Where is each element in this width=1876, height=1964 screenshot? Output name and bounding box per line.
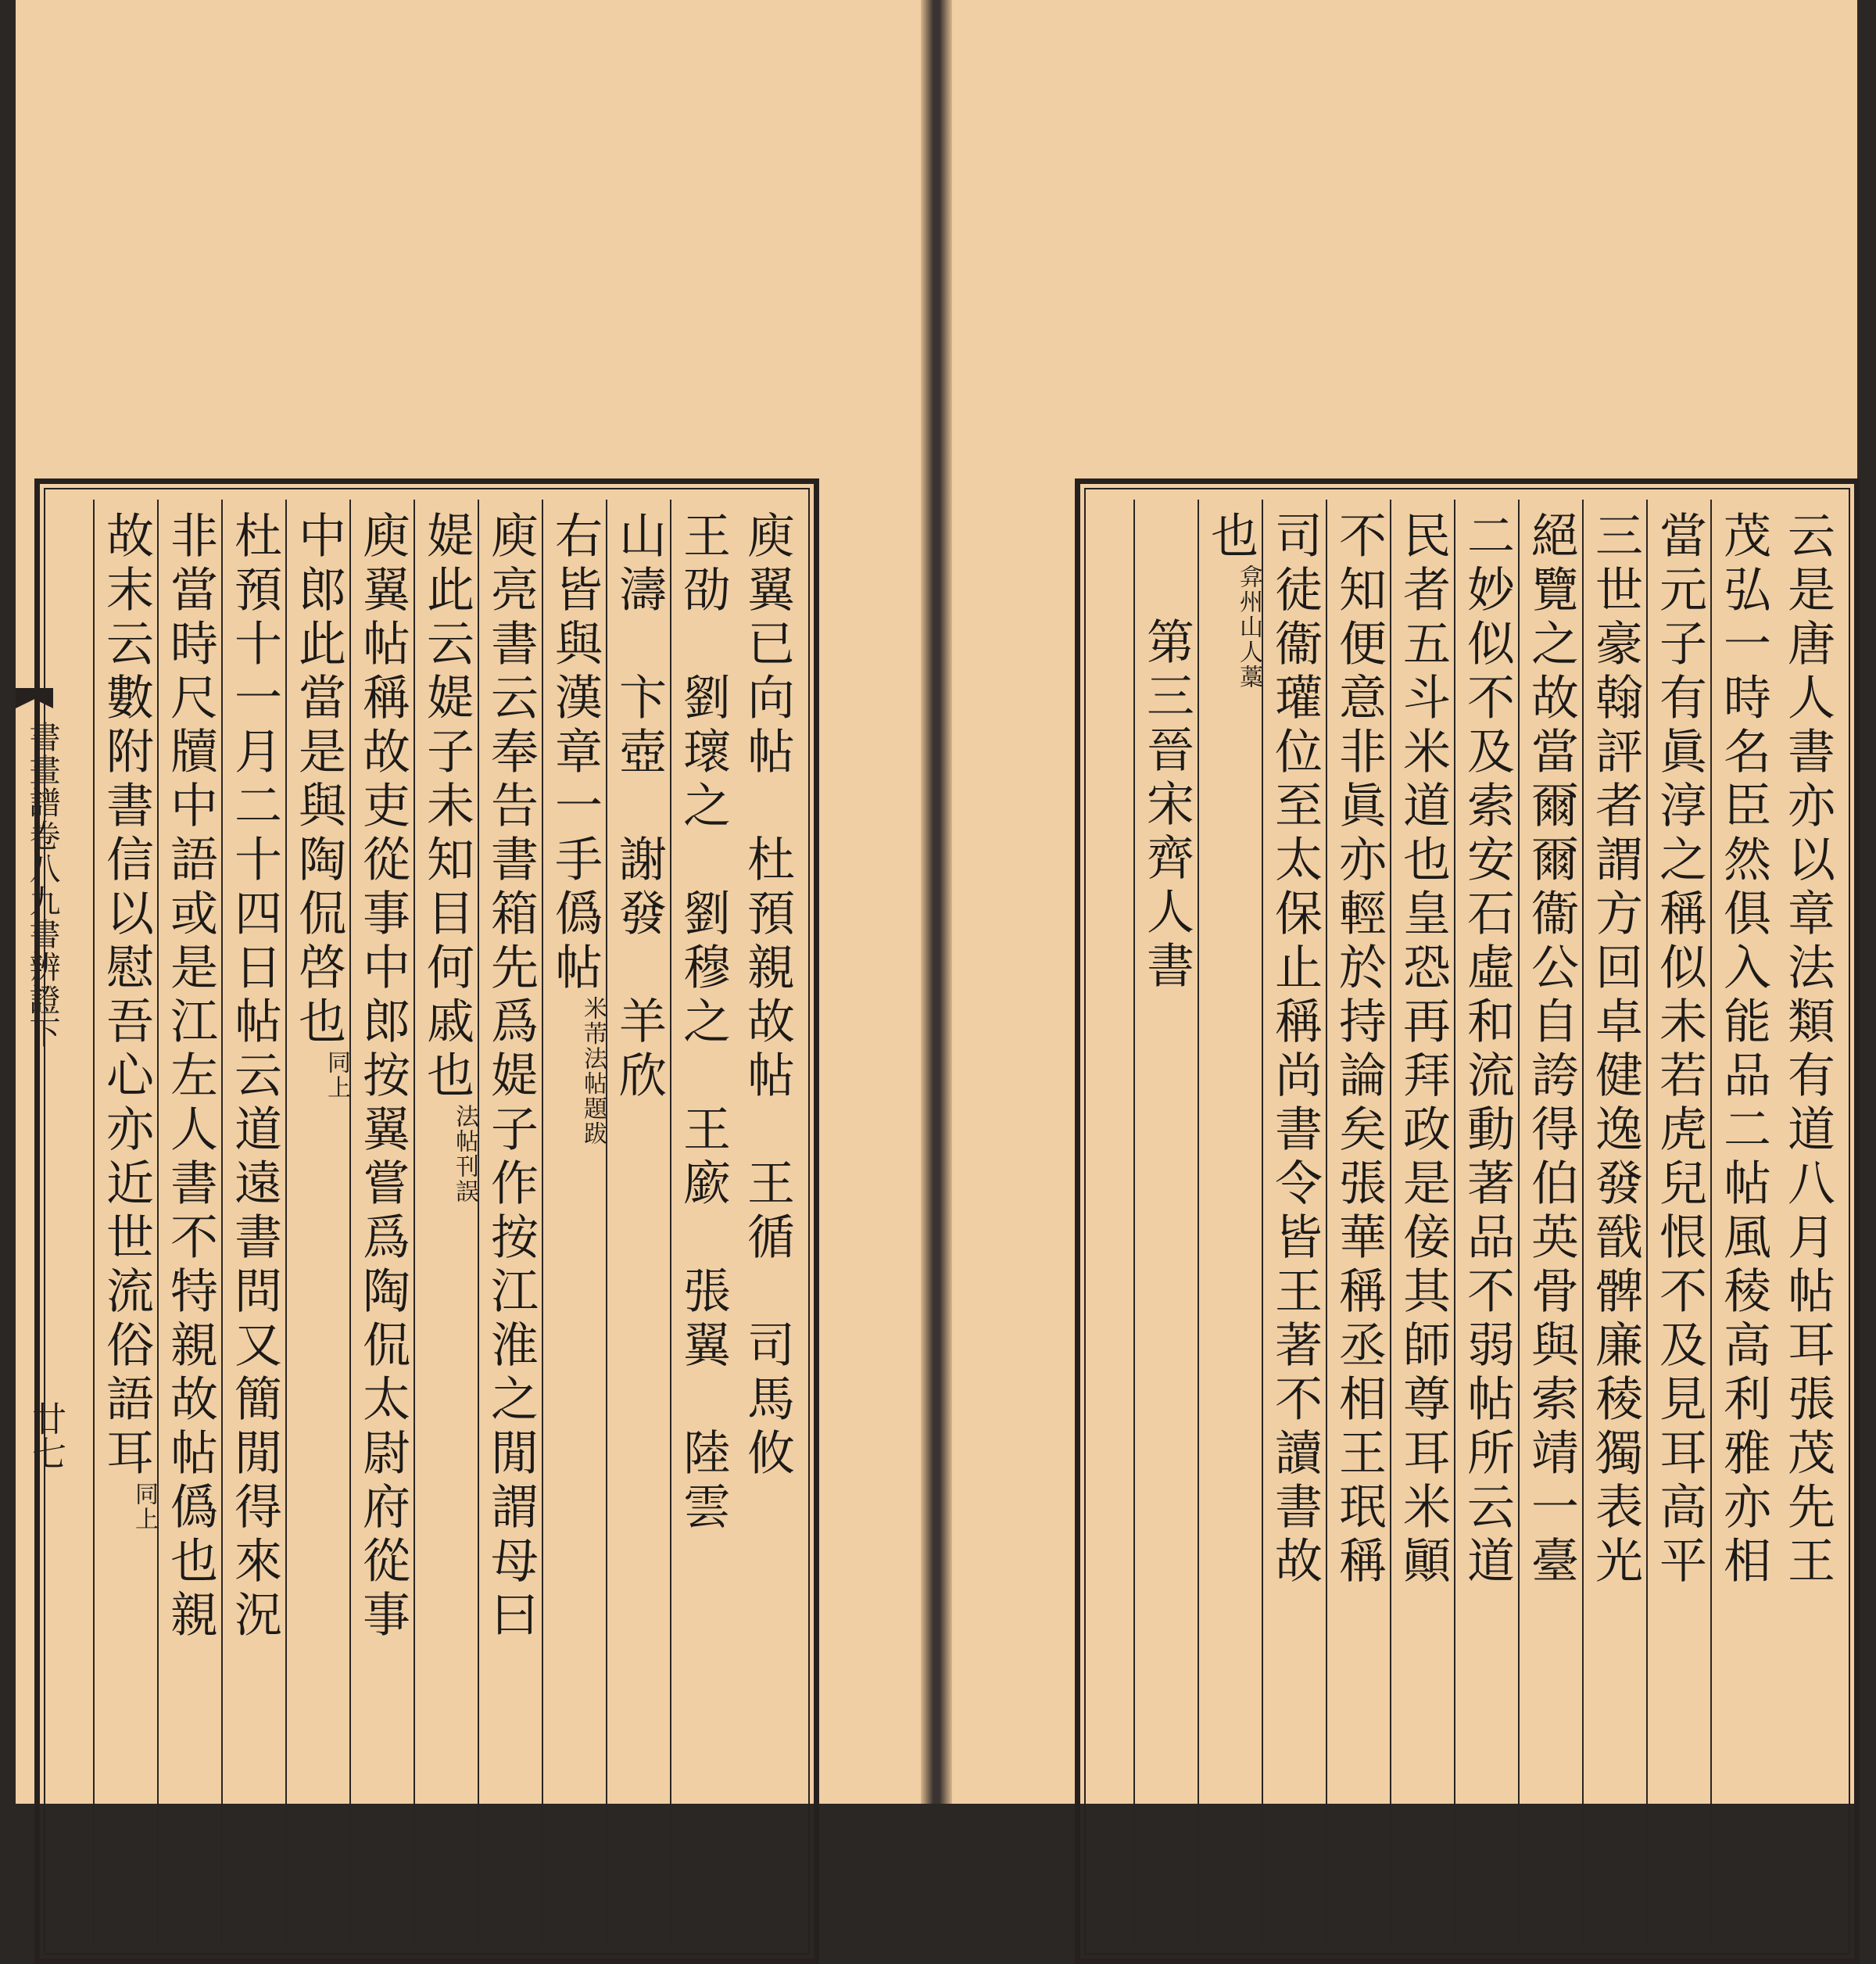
column-text: 非當時尺牘中語或是江左人書不特親故帖僞也親 xyxy=(163,511,218,1643)
left-page xyxy=(16,0,921,1804)
column-text: 當元子有眞淳之稱似未若虎兒恨不及見耳高平 xyxy=(1652,511,1707,1589)
text-column xyxy=(734,500,798,1946)
column-text: 庾翼已向帖 杜預親故帖 王循 司馬攸 xyxy=(739,511,795,1482)
column-text: 第三晉宋齊人書 xyxy=(1139,617,1194,995)
text-column xyxy=(1262,500,1326,1946)
text-column xyxy=(93,500,157,1946)
text-column xyxy=(1774,500,1838,1946)
column-text: 山濤 卞壺 謝發 羊欣 xyxy=(611,511,667,1104)
text-column xyxy=(1454,500,1518,1946)
annotation-note: 米芾法帖題跋 xyxy=(579,996,607,1146)
book-spine xyxy=(921,0,952,1804)
banxin-title: 書畫譜卷八九書辨證下 xyxy=(24,721,60,1049)
annotation-note: 同上 xyxy=(131,1482,158,1532)
text-column xyxy=(1133,500,1198,1946)
left-text-block xyxy=(40,484,814,1959)
text-column xyxy=(157,500,221,1946)
column-text: 絕覽之故當爾爾衞公自誇得伯英骨與索靖一臺 xyxy=(1523,511,1579,1589)
text-column xyxy=(414,500,478,1946)
column-text: 庾翼帖稱故吏從事中郎按翼嘗爲陶侃太尉府從事 xyxy=(355,511,410,1643)
text-column xyxy=(349,500,414,1946)
column-text: 媞此云媞子未知目何戚也 xyxy=(419,511,474,1104)
text-column xyxy=(542,500,606,1946)
right-text-frame xyxy=(1075,478,1860,1964)
text-column xyxy=(1326,500,1390,1946)
text-column xyxy=(1198,500,1262,1946)
column-text: 茂弘一時名臣然俱入能品二帖風稜高利雅亦相 xyxy=(1716,511,1771,1589)
annotation-note: 弇州山人藁 xyxy=(1235,564,1262,690)
column-text: 杜預十一月二十四日帖云道遠書問又簡閒得來況 xyxy=(227,511,282,1643)
text-column xyxy=(478,500,542,1946)
text-column xyxy=(1582,500,1646,1946)
column-text: 右皆與漢章一手僞帖 xyxy=(547,511,603,996)
column-text: 民者五斗米道也皇恐再拜政是倿其師尊耳米顚 xyxy=(1395,511,1451,1589)
text-column xyxy=(221,500,285,1946)
column-text: 中郎此當是與陶侃啓也 xyxy=(291,511,346,1050)
left-text-frame xyxy=(34,478,819,1964)
right-text-block xyxy=(1080,484,1854,1959)
column-text: 故末云數附書信以慰吾心亦近世流俗語耳 xyxy=(98,511,154,1482)
column-text: 不知便意非眞亦輕於持論矣張華稱丞相王珉稱 xyxy=(1331,511,1387,1589)
right-banxin xyxy=(1851,478,1857,1953)
right-page xyxy=(952,0,1857,1804)
text-column xyxy=(1518,500,1582,1946)
column-text: 司徒衞瓘位至太保止稱尚書令皆王著不讀書故 xyxy=(1267,511,1323,1589)
text-column xyxy=(1710,500,1774,1946)
column-text: 也 xyxy=(1203,511,1258,564)
text-column xyxy=(1390,500,1454,1946)
column-text: 王劭 劉瓌之 劉穆之 王廞 張翼 陸雲 xyxy=(675,511,731,1536)
text-column xyxy=(285,500,349,1946)
column-text: 云是唐人書亦以章法類有道八月帖耳張茂先王 xyxy=(1780,511,1835,1589)
annotation-note: 同上 xyxy=(323,1050,350,1100)
text-column xyxy=(1646,500,1710,1946)
column-text: 庾亮書云奉告書箱先爲媞子作按江淮之閒謂母曰 xyxy=(483,511,539,1643)
text-column xyxy=(670,500,734,1946)
banxin-page-number: 廿七 xyxy=(26,1401,66,1470)
text-column xyxy=(606,500,670,1946)
annotation-note: 法帖刊誤 xyxy=(451,1104,478,1204)
column-text: 二妙似不及索安石虛和流動著品不弱帖所云道 xyxy=(1459,511,1515,1589)
column-text: 三世豪翰評者謂方回卓健逸發戩髀廉稜獨表光 xyxy=(1588,511,1643,1589)
